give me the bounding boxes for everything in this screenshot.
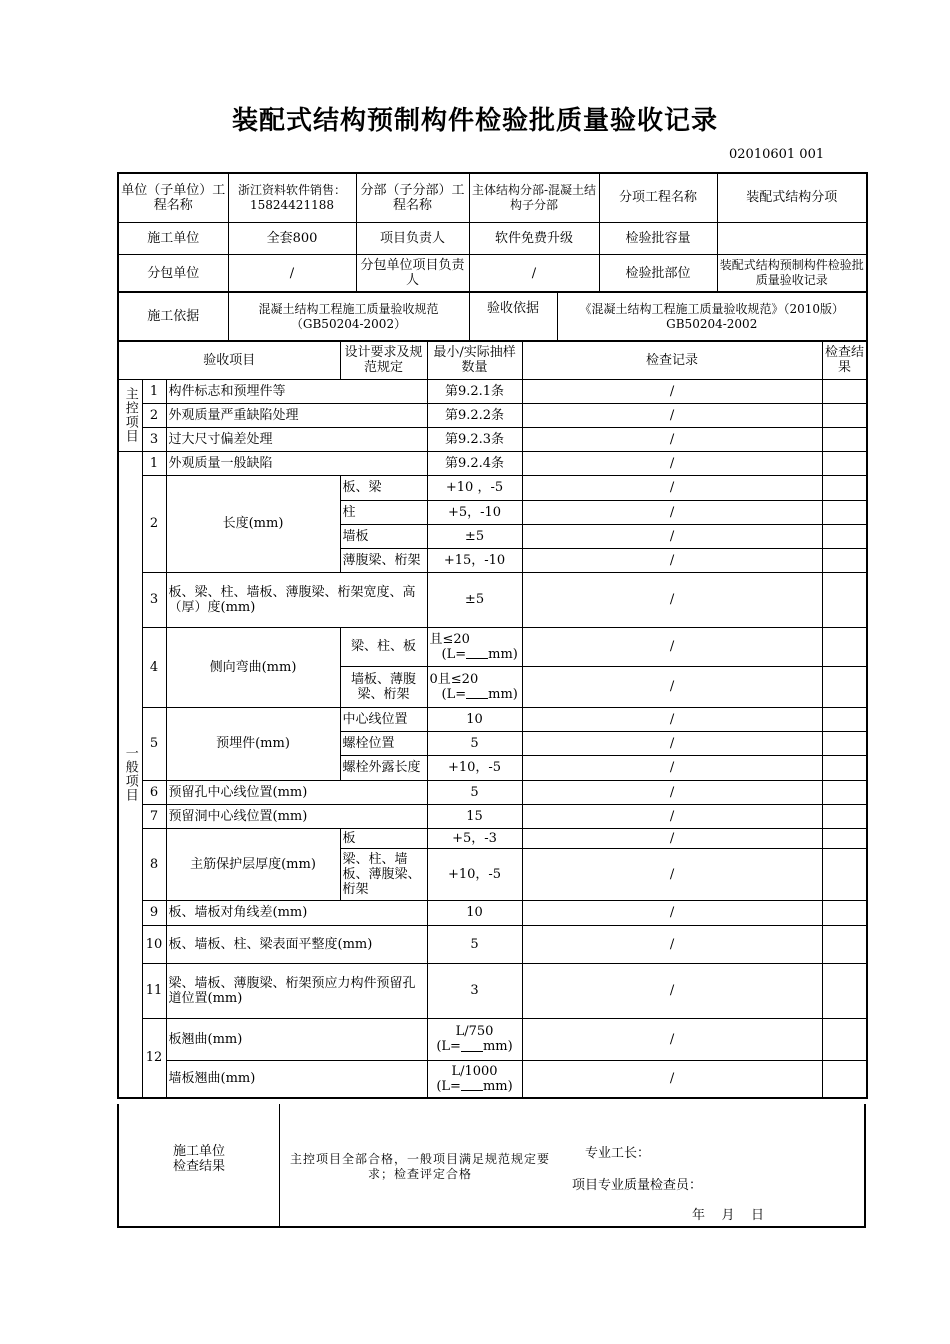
row-name: 预留洞中心线位置(mm) [166, 804, 427, 828]
contractor-value[interactable]: 全套800 [228, 222, 356, 254]
spec-unit: mm) [488, 686, 518, 702]
row-record[interactable] [822, 804, 867, 828]
row-record[interactable] [822, 548, 867, 572]
row-sample[interactable]: / [522, 548, 822, 572]
capacity-label: 检验批容量 [599, 222, 717, 254]
row-no: 10 [142, 925, 166, 963]
row-spec: 3 [427, 963, 522, 1018]
spec-value: L/1000 [451, 1063, 498, 1079]
subcontractor-label: 分包单位 [118, 254, 228, 292]
col-result: 检查结果 [822, 341, 867, 379]
row-sample[interactable]: / [522, 403, 822, 427]
row-no: 2 [142, 403, 166, 427]
basis-value[interactable]: 混凝土结构工程施工质量验收规范（GB50204-2002） [228, 292, 469, 341]
division-value[interactable]: 主体结构分部-混凝土结构子分部 [469, 173, 599, 222]
row-sample[interactable]: / [522, 1018, 822, 1060]
sub-name: 薄腹梁、桁架 [340, 548, 427, 572]
row-record[interactable] [822, 828, 867, 848]
row-name: 预留孔中心线位置(mm) [166, 780, 427, 804]
row-name: 预埋件(mm) [166, 707, 340, 780]
row-record[interactable] [822, 963, 867, 1018]
pm-label: 项目负责人 [356, 222, 469, 254]
row-no: 5 [142, 707, 166, 780]
basis-label: 施工依据 [118, 292, 228, 341]
row-spec: 第9.2.1条 [427, 379, 522, 403]
subitem-label: 分项工程名称 [599, 173, 717, 222]
row-spec: 15 [427, 804, 522, 828]
footer-divider [279, 1104, 280, 1226]
sub-name: 柱 [340, 500, 427, 524]
row-name: 板、墙板对角线差(mm) [166, 900, 427, 925]
sub-name: 梁、柱、板 [340, 627, 427, 666]
row-sample[interactable]: / [522, 804, 822, 828]
row-spec: 第9.2.4条 [427, 451, 522, 475]
location-value[interactable]: 装配式结构预制构件检验批质量验收记录 [717, 254, 867, 292]
footer-label: 施工单位检查结果 [172, 1144, 225, 1174]
row-no: 2 [142, 475, 166, 572]
row-name: 梁、墙板、薄腹梁、桁架预应力构件预留孔道位置(mm) [166, 963, 427, 1018]
row-record[interactable] [822, 780, 867, 804]
row-record[interactable] [822, 666, 867, 707]
row-spec: 第9.2.3条 [427, 427, 522, 451]
row-no: 12 [142, 1018, 166, 1098]
spec-value: L/750 [455, 1024, 494, 1039]
document-number: 02010601 001 [729, 147, 825, 162]
spec-unit: mm) [488, 646, 518, 662]
subcontractor-value[interactable]: / [228, 254, 356, 292]
spec-value: 0且≤20 [429, 671, 479, 687]
blank-line[interactable] [466, 649, 488, 659]
spec-l: (L= [441, 646, 467, 662]
sub-pm-label: 分包单位项目负责人 [356, 254, 469, 292]
row-spec: 5 [427, 731, 522, 755]
sub-name: 墙板 [340, 524, 427, 548]
col-design: 设计要求及规范规定 [340, 341, 427, 379]
row-no: 8 [142, 828, 166, 900]
row-spec: +10 ，-5 [427, 475, 522, 500]
row-sample[interactable]: / [522, 780, 822, 804]
row-no: 6 [142, 780, 166, 804]
row-sample[interactable]: / [522, 475, 822, 500]
row-record[interactable] [822, 379, 867, 403]
row-no: 4 [142, 627, 166, 707]
row-spec: +5，-10 [427, 500, 522, 524]
footer-block [117, 1104, 866, 1228]
footer-conclusion[interactable]: 主控项目全部合格，一般项目满足规范规定要求；检查评定合格 [289, 1152, 550, 1181]
row-record[interactable] [822, 403, 867, 427]
row-record[interactable] [822, 500, 867, 524]
pm-value[interactable]: 软件免费升级 [469, 222, 599, 254]
row-sample[interactable]: / [522, 379, 822, 403]
row-name: 外观质量一般缺陷 [166, 451, 427, 475]
date-label: 年 月 日 [692, 1208, 765, 1223]
row-record[interactable] [822, 451, 867, 475]
row-no: 1 [142, 379, 166, 403]
sub-name: 板 [340, 828, 427, 848]
blank-line[interactable] [466, 689, 488, 699]
sub-pm-value[interactable]: / [469, 254, 599, 292]
row-spec [427, 666, 522, 707]
col-item: 验收项目 [118, 341, 340, 379]
row-record[interactable] [822, 475, 867, 500]
row-no: 1 [142, 451, 166, 475]
row-record[interactable] [822, 848, 867, 900]
row-record[interactable] [822, 524, 867, 548]
row-record[interactable] [822, 731, 867, 755]
spec-l: (L= [436, 1039, 461, 1054]
row-sample[interactable]: / [522, 900, 822, 925]
row-sample[interactable]: / [522, 828, 822, 848]
row-spec: 10 [427, 900, 522, 925]
acceptance-basis-label: 验收依据 [469, 292, 557, 341]
unit-label: 单位（子单位）工程名称 [118, 173, 228, 222]
sub-name: 梁、柱、墙板、薄腹梁、桁架 [340, 848, 427, 900]
page-title: 装配式结构预制构件检验批质量验收记录 [231, 106, 718, 136]
row-spec: 10 [427, 707, 522, 731]
general-label: 一般项目 [118, 451, 142, 1098]
row-spec [427, 627, 522, 666]
row-name: 板、梁、柱、墙板、薄腹梁、桁架宽度、高（厚）度(mm) [166, 572, 427, 627]
row-name: 过大尺寸偏差处理 [166, 427, 427, 451]
row-record[interactable] [822, 427, 867, 451]
row-sample[interactable]: / [522, 925, 822, 963]
capacity-value[interactable] [717, 222, 867, 254]
row-record[interactable] [822, 925, 867, 963]
row-spec [427, 1018, 522, 1060]
row-name: 侧向弯曲(mm) [166, 627, 340, 707]
acceptance-basis-value[interactable]: 《混凝土结构工程施工质量验收规范》（2010版）GB50204-2002 [557, 292, 867, 341]
row-name: 主筋保护层厚度(mm) [166, 828, 340, 900]
row-name: 墙板翘曲(mm) [166, 1060, 427, 1098]
inspector-label: 项目专业质量检查员： [572, 1178, 703, 1193]
row-record[interactable] [822, 1060, 867, 1098]
row-no: 3 [142, 572, 166, 627]
basis-table [117, 291, 868, 342]
row-name: 外观质量严重缺陷处理 [166, 403, 427, 427]
row-name: 构件标志和预埋件等 [166, 379, 427, 403]
row-name: 长度(mm) [166, 475, 340, 572]
contractor-label: 施工单位 [118, 222, 228, 254]
sub-name: 板、梁 [340, 475, 427, 500]
row-sample[interactable]: / [522, 848, 822, 900]
foreman-label: 专业工长： [585, 1146, 651, 1161]
row-spec: ±5 [427, 572, 522, 627]
main-control-label: 主控项目 [118, 379, 142, 451]
unit-value[interactable]: 浙江资料软件销售：15824421188 [228, 173, 356, 222]
spec-value: 且≤20 [429, 631, 470, 647]
location-label: 检验批部位 [599, 254, 717, 292]
row-spec: +15，-10 [427, 548, 522, 572]
row-spec: 5 [427, 780, 522, 804]
sub-name: 中心线位置 [340, 707, 427, 731]
row-name: 板翘曲(mm) [166, 1018, 427, 1060]
row-spec: +5，-3 [427, 828, 522, 848]
spec-unit: mm) [482, 1039, 513, 1054]
header-table [117, 172, 868, 293]
row-record[interactable] [822, 755, 867, 780]
row-sample[interactable]: / [522, 627, 822, 666]
row-sample[interactable]: / [522, 963, 822, 1018]
row-sample[interactable]: / [522, 707, 822, 731]
row-sample[interactable]: / [522, 451, 822, 475]
row-spec: ±5 [427, 524, 522, 548]
row-sample[interactable]: / [522, 500, 822, 524]
blank-line[interactable] [461, 1081, 483, 1091]
row-sample[interactable]: / [522, 572, 822, 627]
row-no: 7 [142, 804, 166, 828]
sub-name: 螺栓位置 [340, 731, 427, 755]
row-spec: 第9.2.2条 [427, 403, 522, 427]
row-record[interactable] [822, 572, 867, 627]
row-sample[interactable]: / [522, 427, 822, 451]
row-sample[interactable]: / [522, 666, 822, 707]
spec-unit: mm) [482, 1078, 513, 1094]
blank-line[interactable] [461, 1042, 483, 1052]
division-label: 分部（子分部）工程名称 [356, 173, 469, 222]
row-no: 11 [142, 963, 166, 1018]
spec-l: (L= [441, 686, 467, 702]
col-sample: 最小/实际抽样数量 [427, 341, 522, 379]
spec-l: (L= [436, 1078, 461, 1094]
subitem-value[interactable]: 装配式结构分项 [717, 173, 867, 222]
row-no: 9 [142, 900, 166, 925]
row-record[interactable] [822, 900, 867, 925]
sub-name: 墙板、薄腹梁、桁架 [340, 666, 427, 707]
row-spec: +10，-5 [427, 755, 522, 780]
row-record[interactable] [822, 1018, 867, 1060]
row-sample[interactable]: / [522, 1060, 822, 1098]
inspection-table [117, 340, 868, 1099]
row-spec: +10，-5 [427, 848, 522, 900]
row-sample[interactable]: / [522, 524, 822, 548]
row-no: 3 [142, 427, 166, 451]
row-name: 板、墙板、柱、梁表面平整度(mm) [166, 925, 427, 963]
row-sample[interactable]: / [522, 731, 822, 755]
row-spec [427, 1060, 522, 1098]
row-spec: 5 [427, 925, 522, 963]
sub-name: 螺栓外露长度 [340, 755, 427, 780]
row-record[interactable] [822, 627, 867, 666]
col-record: 检查记录 [522, 341, 822, 379]
row-sample[interactable]: / [522, 755, 822, 780]
row-record[interactable] [822, 707, 867, 731]
